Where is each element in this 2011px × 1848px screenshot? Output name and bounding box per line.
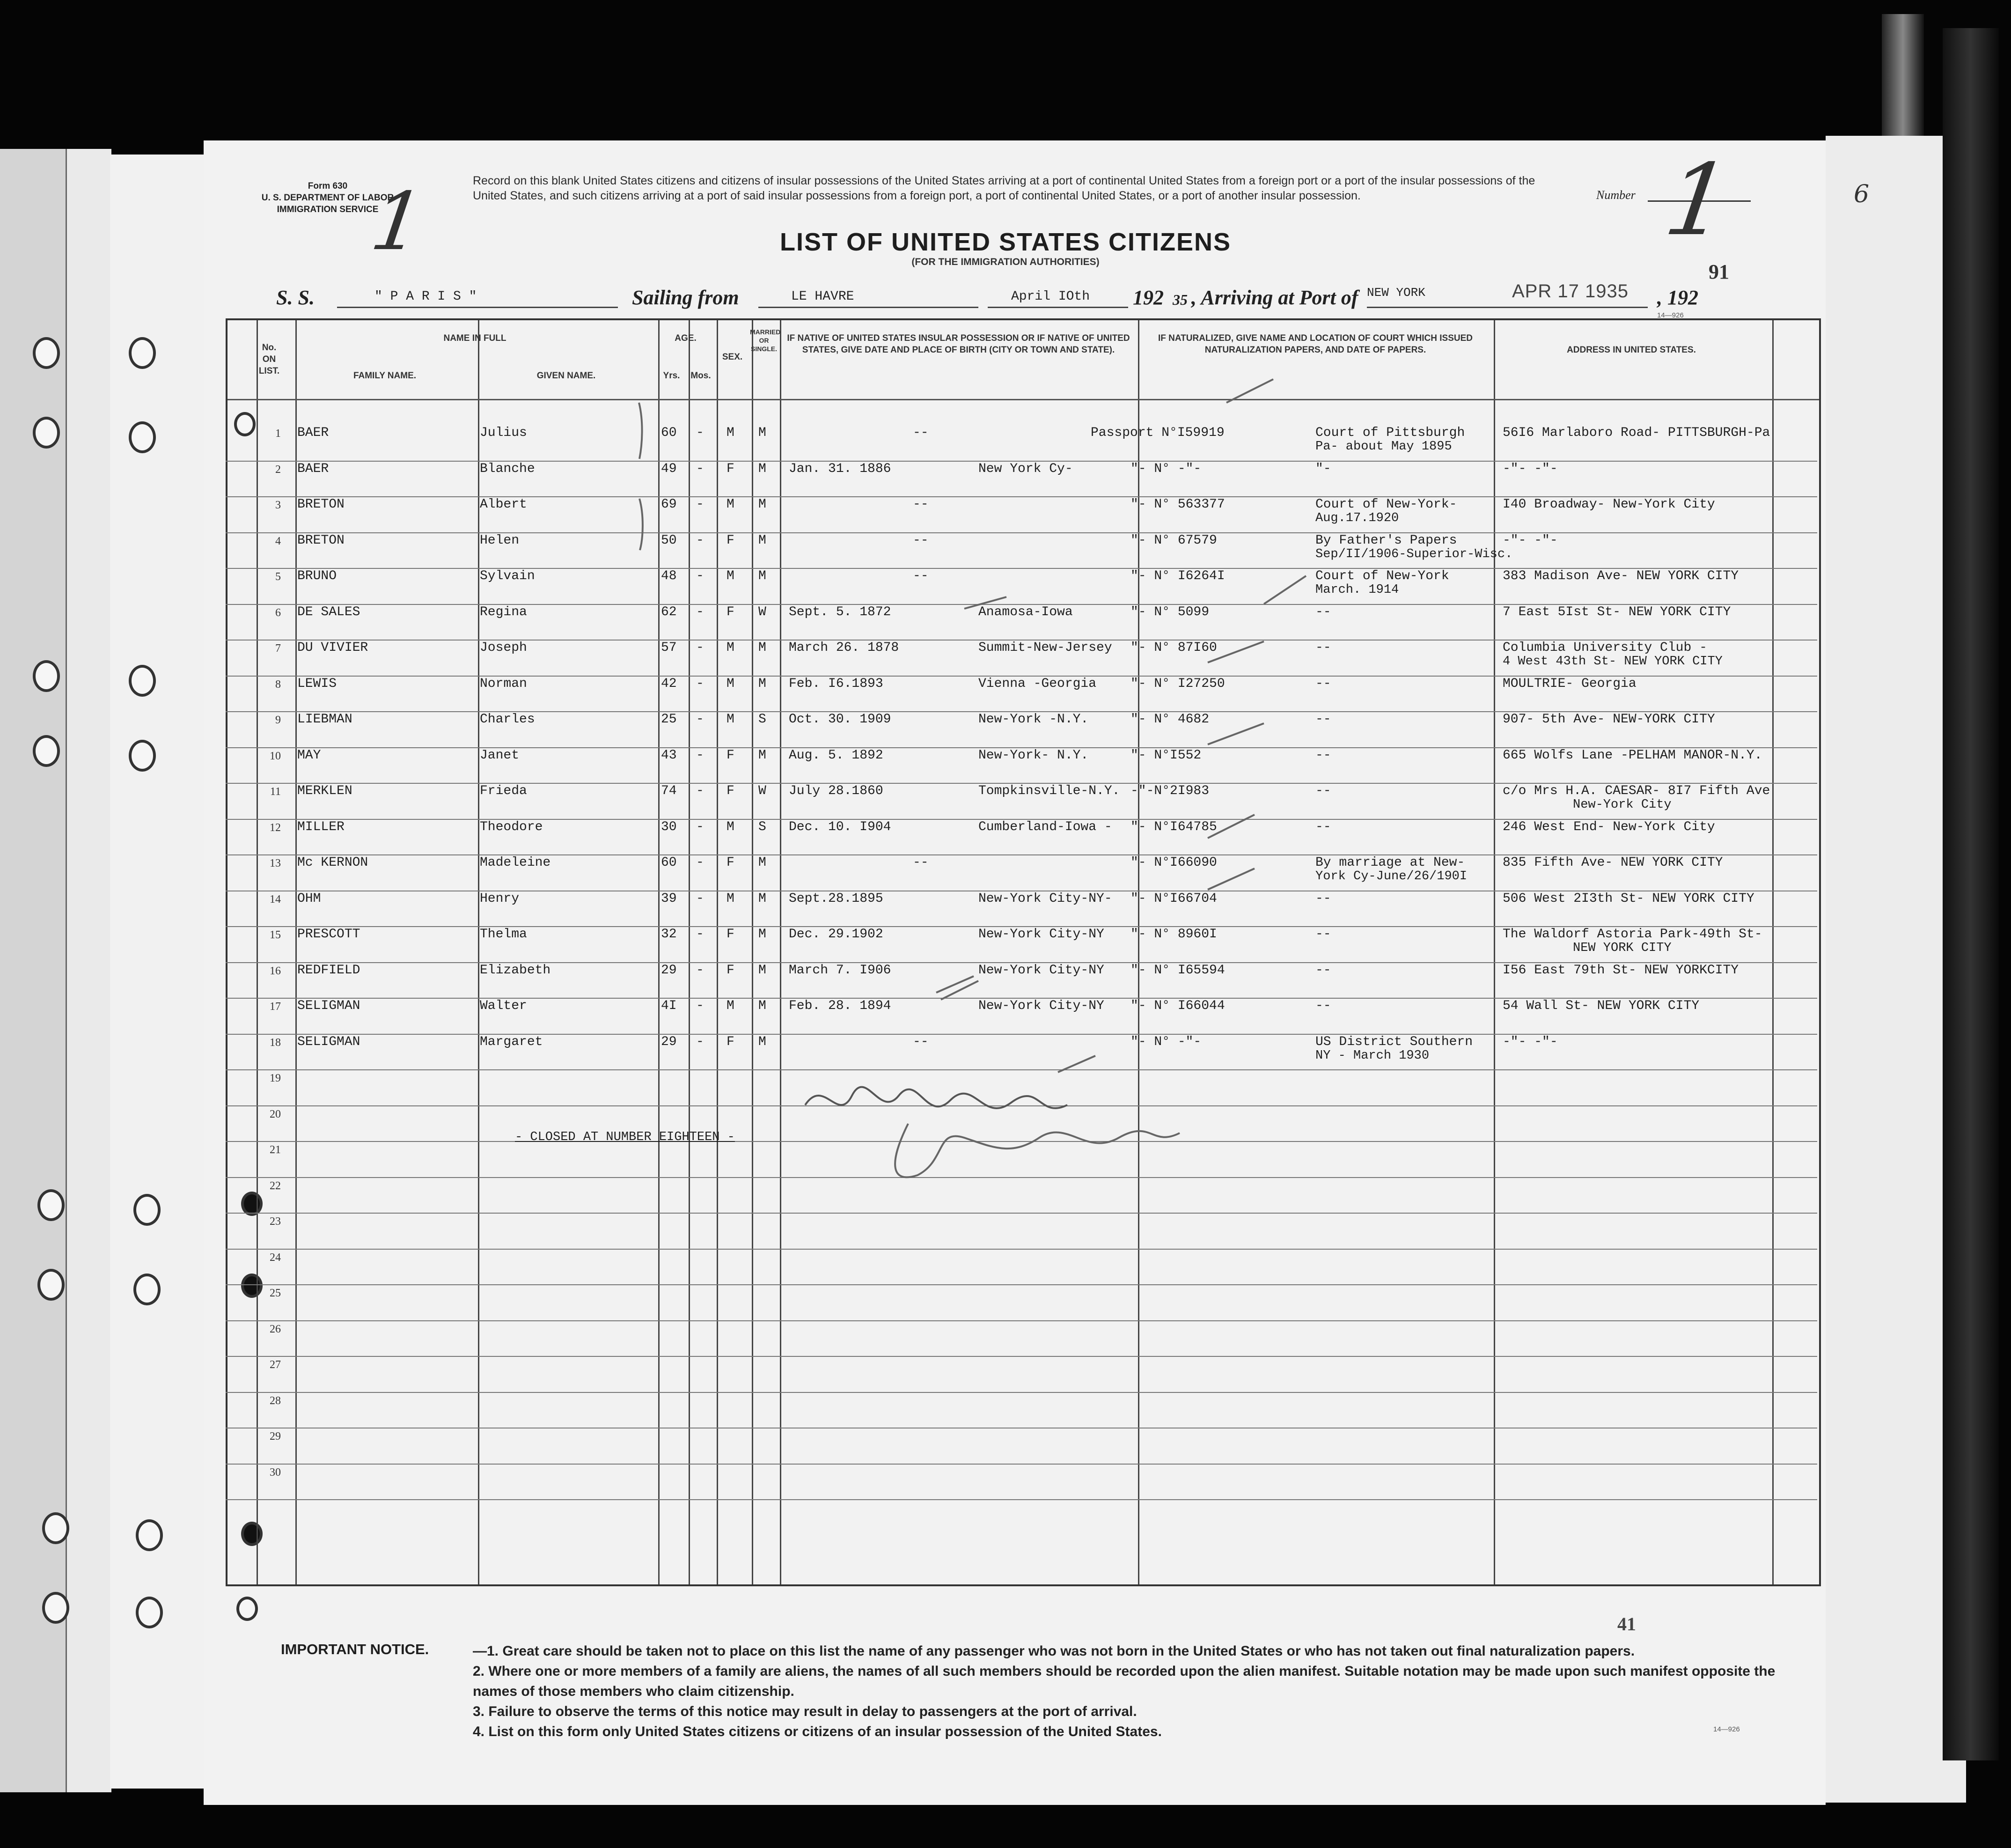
row-sex: F	[727, 927, 734, 942]
row-sex: M	[727, 891, 734, 906]
row-marital-status: M	[758, 999, 766, 1013]
row-marital-status: M	[758, 891, 766, 906]
row-passport-number: "- N° I66044	[1130, 999, 1225, 1013]
row-marital-status: M	[758, 927, 766, 942]
empty-row-number: 23	[270, 1215, 281, 1228]
notice-item-1: —1. Great care should be taken not to place on this list the name of any passenger who was not born in the United States or who has not taken out final naturalization papers.	[473, 1643, 1635, 1659]
row-marital-status: M	[758, 461, 766, 476]
row-age-months: -	[696, 748, 704, 763]
empty-row-number: 24	[270, 1251, 281, 1264]
empty-row-number: 29	[270, 1430, 281, 1443]
row-family-name: MILLER	[297, 819, 345, 834]
row-birth-place: Cumberland-Iowa -	[978, 819, 1112, 834]
header-mos: Mos.	[690, 371, 711, 381]
row-number: 11	[270, 786, 281, 798]
row-age-years: 42	[661, 676, 677, 691]
row-age-years: 60	[661, 855, 677, 870]
row-birth-date: Dec. 10. I904	[789, 819, 891, 834]
closed-note: - CLOSED AT NUMBER EIGHTEEN -	[515, 1130, 735, 1144]
row-birth-place: --	[913, 533, 929, 548]
form-code: 14—926	[1657, 311, 1684, 319]
row-address: 383 Madison Ave- NEW YORK CITY	[1503, 569, 1739, 583]
row-court: --	[1315, 819, 1331, 834]
row-number: 14	[270, 893, 281, 906]
row-passport-number: "- N°I66090	[1130, 855, 1217, 870]
row-sex: F	[727, 748, 734, 763]
row-given-name: Sylvain	[480, 569, 535, 583]
sheet-number: 91	[1709, 260, 1729, 283]
row-court-line-2: NY - March 1930	[1315, 1048, 1430, 1063]
row-age-years: 57	[661, 641, 677, 655]
row-court: --	[1315, 999, 1331, 1013]
row-address: I56 East 79th St- NEW YORKCITY	[1503, 963, 1739, 978]
arrival-stamp: APR 17 1935	[1512, 281, 1629, 302]
row-passport-number: "- N° 4682	[1130, 712, 1210, 727]
year-value: 35	[1173, 291, 1188, 308]
ss-label: S. S.	[276, 286, 315, 309]
row-court: --	[1315, 927, 1331, 942]
row-given-name: Henry	[480, 891, 520, 906]
row-birth-place: New-York City-NY	[978, 927, 1104, 942]
row-passport-number: -"-N°2I983	[1130, 784, 1210, 798]
arriving-label: , Arriving at Port of	[1191, 286, 1358, 309]
row-court: --	[1315, 712, 1331, 727]
row-marital-status: M	[758, 963, 766, 978]
row-family-name: BRETON	[297, 497, 345, 512]
row-age-years: 62	[661, 604, 677, 619]
year-label: 192	[1133, 286, 1164, 309]
row-passport-number: "- N° 8960I	[1130, 927, 1217, 942]
row-address: 665 Wolfs Lane -PELHAM MANOR-N.Y.	[1503, 748, 1762, 763]
row-given-name: Margaret	[480, 1034, 543, 1049]
row-court: --	[1315, 641, 1331, 655]
row-number: 15	[270, 929, 281, 941]
row-court-line-2: Aug.17.1920	[1315, 511, 1399, 525]
row-age-months: -	[696, 963, 704, 978]
row-family-name: LIEBMAN	[297, 712, 352, 727]
header-no: No. ON LIST.	[258, 343, 280, 376]
row-family-name: SELIGMAN	[297, 1034, 360, 1049]
row-passport-number: "- N°I66704	[1130, 891, 1217, 906]
row-address: 246 West End- New-York City	[1503, 819, 1715, 834]
row-marital-status: M	[758, 1034, 766, 1049]
row-birth-date: March 26. 1878	[789, 641, 899, 655]
handwritten-left-mark: 1	[366, 176, 430, 268]
row-marital-status: M	[758, 855, 766, 870]
row-number: 3	[275, 499, 281, 511]
row-address: 506 West 2I3th St- NEW YORK CITY	[1503, 891, 1754, 906]
row-family-name: Mc KERNON	[297, 855, 368, 870]
handwritten-number: 1	[1658, 143, 1737, 258]
header-sex: SEX.	[722, 352, 743, 362]
row-age-years: 4I	[661, 999, 677, 1013]
sailing-label: Sailing from	[632, 286, 739, 309]
row-birth-date: Sept.28.1895	[789, 891, 883, 906]
row-age-years: 48	[661, 569, 677, 583]
row-marital-status: M	[758, 426, 766, 440]
row-passport-number: "- N°I64785	[1130, 819, 1217, 834]
row-age-years: 74	[661, 784, 677, 798]
empty-row-number: 22	[270, 1179, 281, 1192]
row-age-months: -	[696, 927, 704, 942]
row-age-months: -	[696, 855, 704, 870]
row-given-name: Theodore	[480, 819, 543, 834]
row-number: 5	[275, 571, 281, 583]
notice-item-3: 3. Failure to observe the terms of this notice may result in delay to passengers at the port of arrival.	[473, 1704, 1137, 1719]
row-age-years: 29	[661, 963, 677, 978]
row-given-name: Regina	[480, 604, 527, 619]
row-age-years: 43	[661, 748, 677, 763]
row-birth-date: Aug. 5. 1892	[789, 748, 883, 763]
row-age-months: -	[696, 1034, 704, 1049]
row-passport-number: "- N° -"-	[1130, 1034, 1202, 1049]
row-court: --	[1315, 748, 1331, 763]
header-birth: IF NATIVE OF UNITED STATES INSULAR POSSESSION OR IF NATIVE OF UNITED STATES, GIVE DATE AND PLACE OF BIRTH (CITY OR TOWN AND STATE).	[787, 333, 1130, 355]
row-age-months: -	[696, 784, 704, 798]
row-sex: M	[727, 497, 734, 512]
row-number: 18	[270, 1036, 281, 1049]
row-family-name: SELIGMAN	[297, 999, 360, 1013]
row-marital-status: M	[758, 533, 766, 548]
row-address: MOULTRIE- Georgia	[1503, 676, 1637, 691]
row-sex: M	[727, 569, 734, 583]
header-address: ADDRESS IN UNITED STATES.	[1567, 345, 1696, 355]
row-family-name: OHM	[297, 891, 321, 906]
row-passport-number: "- N° I65594	[1130, 963, 1225, 978]
row-number: 2	[275, 463, 281, 476]
row-birth-place: --	[913, 497, 929, 512]
row-address: c/o Mrs H.A. CAESAR- 8I7 Fifth Ave	[1503, 784, 1770, 798]
row-given-name: Janet	[480, 748, 520, 763]
row-age-months: -	[696, 569, 704, 583]
row-number: 16	[270, 964, 281, 977]
row-birth-place: New-York City-NY	[978, 963, 1104, 978]
row-birth-date: July 28.1860	[789, 784, 883, 798]
row-given-name: Joseph	[480, 641, 527, 655]
row-age-months: -	[696, 497, 704, 512]
row-address-line-2: NEW YORK CITY	[1573, 941, 1672, 955]
row-marital-status: M	[758, 676, 766, 691]
row-number: 12	[270, 821, 281, 834]
row-court-line-2: Sep/II/1906-Superior-Wisc.	[1315, 547, 1513, 561]
row-address: 907- 5th Ave- NEW-YORK CITY	[1503, 712, 1715, 727]
row-court: --	[1315, 963, 1331, 978]
row-given-name: Blanche	[480, 461, 535, 476]
row-age-years: 69	[661, 497, 677, 512]
header-name-in-full: NAME IN FULL	[443, 333, 506, 343]
row-marital-status: S	[758, 819, 766, 834]
empty-row-number: 19	[270, 1072, 281, 1084]
row-birth-place: Vienna -Georgia	[978, 676, 1097, 691]
row-family-name: DE SALES	[297, 604, 360, 619]
row-birth-date: Feb. 28. 1894	[789, 999, 891, 1013]
row-marital-status: W	[758, 784, 766, 798]
empty-row-number: 28	[270, 1394, 281, 1407]
row-birth-place: --	[913, 855, 929, 870]
row-sex: M	[727, 819, 734, 834]
row-passport-number: "- N° I27250	[1130, 676, 1225, 691]
notice-heading: IMPORTANT NOTICE.	[281, 1641, 429, 1657]
row-number: 17	[270, 1001, 281, 1013]
row-court: Court of New-York-	[1315, 497, 1457, 512]
notice-item-4: 4. List on this form only United States citizens or citizens of an insular possession of the United States.	[473, 1724, 1162, 1739]
row-address: 7 East 5Ist St- NEW YORK CITY	[1503, 604, 1731, 619]
row-court: Court of New-York	[1315, 569, 1449, 583]
row-birth-place: New-York City-NY	[978, 999, 1104, 1013]
row-sex: M	[727, 426, 734, 440]
empty-row-number: 20	[270, 1108, 281, 1120]
row-birth-date: Sept. 5. 1872	[789, 604, 891, 619]
row-passport-number: "- N° I6264I	[1130, 569, 1225, 583]
row-passport-number: "- N° 87I60	[1130, 641, 1217, 655]
row-court-line-2: York Cy-June/26/190I	[1315, 869, 1468, 884]
row-court: US District Southern	[1315, 1034, 1473, 1049]
row-age-years: 29	[661, 1034, 677, 1049]
row-birth-date: Oct. 30. 1909	[789, 712, 891, 727]
row-court: By marriage at New-	[1315, 855, 1465, 870]
row-given-name: Norman	[480, 676, 527, 691]
row-given-name: Albert	[480, 497, 527, 512]
row-family-name: BAER	[297, 461, 329, 476]
departure-port: LE HAVRE	[791, 289, 854, 304]
row-address-line-2: 4 West 43th St- NEW YORK CITY	[1503, 655, 1723, 669]
row-sex: M	[727, 712, 734, 727]
row-age-months: -	[696, 999, 704, 1013]
header-naturalized: IF NATURALIZED, GIVE NAME AND LOCATION OF COURT WHICH ISSUED NATURALIZATION PAPERS, AND DATE OF PAPERS.	[1158, 333, 1473, 355]
row-address: 54 Wall St- NEW YORK CITY	[1503, 999, 1700, 1013]
row-age-years: 32	[661, 927, 677, 942]
row-passport-number: Passport N°I59919	[1091, 426, 1225, 440]
row-address: -"- -"-	[1503, 1034, 1558, 1049]
row-sex: F	[727, 604, 734, 619]
row-court: --	[1315, 784, 1331, 798]
row-court-line-2: Pa- about May 1895	[1315, 440, 1452, 454]
row-given-name: Helen	[480, 533, 520, 548]
row-passport-number: "- N° -"-	[1130, 461, 1202, 476]
row-sex: F	[727, 461, 734, 476]
row-given-name: Julius	[480, 426, 527, 440]
row-court: "-	[1315, 461, 1331, 476]
row-family-name: BRETON	[297, 533, 345, 548]
row-passport-number: "- N° 5099	[1130, 604, 1210, 619]
row-age-months: -	[696, 426, 704, 440]
row-family-name: DU VIVIER	[297, 641, 368, 655]
row-passport-number: "- N°I552	[1130, 748, 1202, 763]
row-sex: F	[727, 533, 734, 548]
notice-item-2: 2. Where one or more members of a family are aliens, the names of all such members should be recorded upon the alien manifest. Suitable notation may be made upon such manifest opposite the names of those members who claim citizenship.	[473, 1664, 1776, 1699]
empty-row-number: 21	[270, 1144, 281, 1156]
row-family-name: PRESCOTT	[297, 927, 360, 942]
row-age-months: -	[696, 461, 704, 476]
row-birth-place: Anamosa-Iowa	[978, 604, 1073, 619]
row-birth-place: --	[913, 1034, 929, 1049]
row-birth-place: New-York City-NY-	[978, 891, 1112, 906]
row-age-years: 60	[661, 426, 677, 440]
row-marital-status: S	[758, 712, 766, 727]
row-number: 6	[275, 606, 281, 619]
row-address: The Waldorf Astoria Park-49th St-	[1503, 927, 1762, 942]
row-age-months: -	[696, 676, 704, 691]
row-age-months: -	[696, 819, 704, 834]
number-label: Number	[1596, 188, 1636, 202]
row-court: --	[1315, 676, 1331, 691]
ship-name: " P A R I S "	[374, 289, 477, 304]
row-birth-place: New-York- N.Y.	[978, 748, 1089, 763]
row-number: 7	[275, 642, 281, 655]
page-subtitle: (FOR THE IMMIGRATION AUTHORITIES)	[911, 257, 1100, 267]
row-number: 1	[275, 427, 281, 440]
empty-row-number: 26	[270, 1323, 281, 1335]
row-family-name: BRUNO	[297, 569, 337, 583]
row-given-name: Madeleine	[480, 855, 551, 870]
row-passport-number: "- N° 67579	[1130, 533, 1217, 548]
row-marital-status: M	[758, 497, 766, 512]
row-sex: M	[727, 999, 734, 1013]
row-given-name: Frieda	[480, 784, 527, 798]
row-number: 10	[270, 750, 281, 762]
row-sex: F	[727, 1034, 734, 1049]
row-birth-date: Dec. 29.1902	[789, 927, 883, 942]
row-address-line-2: New-York City	[1573, 798, 1672, 812]
row-address: -"- -"-	[1503, 533, 1558, 548]
row-address: Columbia University Club -	[1503, 641, 1707, 655]
empty-row-number: 30	[270, 1466, 281, 1479]
row-family-name: REDFIELD	[297, 963, 360, 978]
row-age-years: 25	[661, 712, 677, 727]
row-address: -"- -"-	[1503, 461, 1558, 476]
page-number: 41	[1617, 1613, 1636, 1634]
form-instructions: Record on this blank United States citizens and citizens of insular possessions of the United States arriving at a port of continental United States from a foreign port or a port of the insular possessions of the United States, and such citizens arriving at a port of said insular possessions from a foreign port, a port of continental United States, or a port of another insular possession.	[473, 174, 1535, 202]
row-given-name: Walter	[480, 999, 527, 1013]
row-birth-date: Feb. I6.1893	[789, 676, 883, 691]
row-court: By Father's Papers	[1315, 533, 1457, 548]
row-number: 13	[270, 857, 281, 869]
service-name: IMMIGRATION SERVICE	[277, 205, 379, 214]
row-birth-date: Jan. 31. 1886	[789, 461, 891, 476]
form-number: Form 630	[308, 181, 348, 191]
row-marital-status: M	[758, 641, 766, 655]
row-number: 9	[275, 714, 281, 726]
row-given-name: Thelma	[480, 927, 527, 942]
row-sex: M	[727, 676, 734, 691]
row-court: --	[1315, 604, 1331, 619]
departure-date: April IOth	[1011, 289, 1090, 304]
empty-row-number: 27	[270, 1359, 281, 1371]
form-code-bottom: 14—926	[1713, 1725, 1740, 1733]
row-age-months: -	[696, 641, 704, 655]
empty-row-number: 25	[270, 1287, 281, 1299]
year-label-2: , 192	[1657, 286, 1698, 309]
row-birth-place: --	[913, 426, 929, 440]
row-family-name: BAER	[297, 426, 329, 440]
row-sex: M	[727, 641, 734, 655]
header-given-name: GIVEN NAME.	[536, 371, 596, 381]
row-address: I40 Broadway- New-York City	[1503, 497, 1715, 512]
row-court: Court of Pittsburgh	[1315, 426, 1465, 440]
row-birth-date: March 7. I906	[789, 963, 891, 978]
row-court: --	[1315, 891, 1331, 906]
row-age-years: 39	[661, 891, 677, 906]
page-title: LIST OF UNITED STATES CITIZENS	[780, 228, 1231, 256]
department-name: U. S. DEPARTMENT OF LABOR	[261, 193, 394, 203]
row-family-name: MERKLEN	[297, 784, 352, 798]
row-marital-status: M	[758, 748, 766, 763]
row-birth-place: New York Cy-	[978, 461, 1073, 476]
row-age-months: -	[696, 604, 704, 619]
row-age-months: -	[696, 712, 704, 727]
header-married: MARRIED OR SINGLE.	[750, 328, 781, 353]
row-sex: F	[727, 855, 734, 870]
row-birth-place: New-York -N.Y.	[978, 712, 1089, 727]
row-age-years: 50	[661, 533, 677, 548]
row-number: 8	[275, 678, 281, 691]
row-sex: F	[727, 784, 734, 798]
row-sex: F	[727, 963, 734, 978]
row-birth-place: --	[913, 569, 929, 583]
corner-mark: 6	[1854, 180, 1870, 208]
row-number: 4	[275, 535, 281, 547]
row-address: 835 Fifth Ave- NEW YORK CITY	[1503, 855, 1723, 870]
row-family-name: LEWIS	[297, 676, 337, 691]
arrival-port: NEW YORK	[1367, 286, 1425, 300]
row-marital-status: M	[758, 569, 766, 583]
header-family-name: FAMILY NAME.	[353, 371, 417, 381]
header-yrs: Yrs.	[663, 371, 680, 381]
row-family-name: MAY	[297, 748, 321, 763]
row-age-months: -	[696, 891, 704, 906]
row-passport-number: "- N° 563377	[1130, 497, 1225, 512]
row-marital-status: W	[758, 604, 766, 619]
row-age-years: 30	[661, 819, 677, 834]
row-age-years: 49	[661, 461, 677, 476]
row-birth-place: Summit-New-Jersey	[978, 641, 1112, 655]
row-given-name: Charles	[480, 712, 535, 727]
notice-items	[473, 1641, 1783, 1742]
row-given-name: Elizabeth	[480, 963, 551, 978]
row-court-line-2: March. 1914	[1315, 583, 1399, 597]
row-address: 56I6 Marlaboro Road- PITTSBURGH-Pa	[1503, 426, 1770, 440]
row-birth-place: Tompkinsville-N.Y.	[978, 784, 1120, 798]
header-age: AGE.	[675, 333, 697, 343]
row-age-months: -	[696, 533, 704, 548]
